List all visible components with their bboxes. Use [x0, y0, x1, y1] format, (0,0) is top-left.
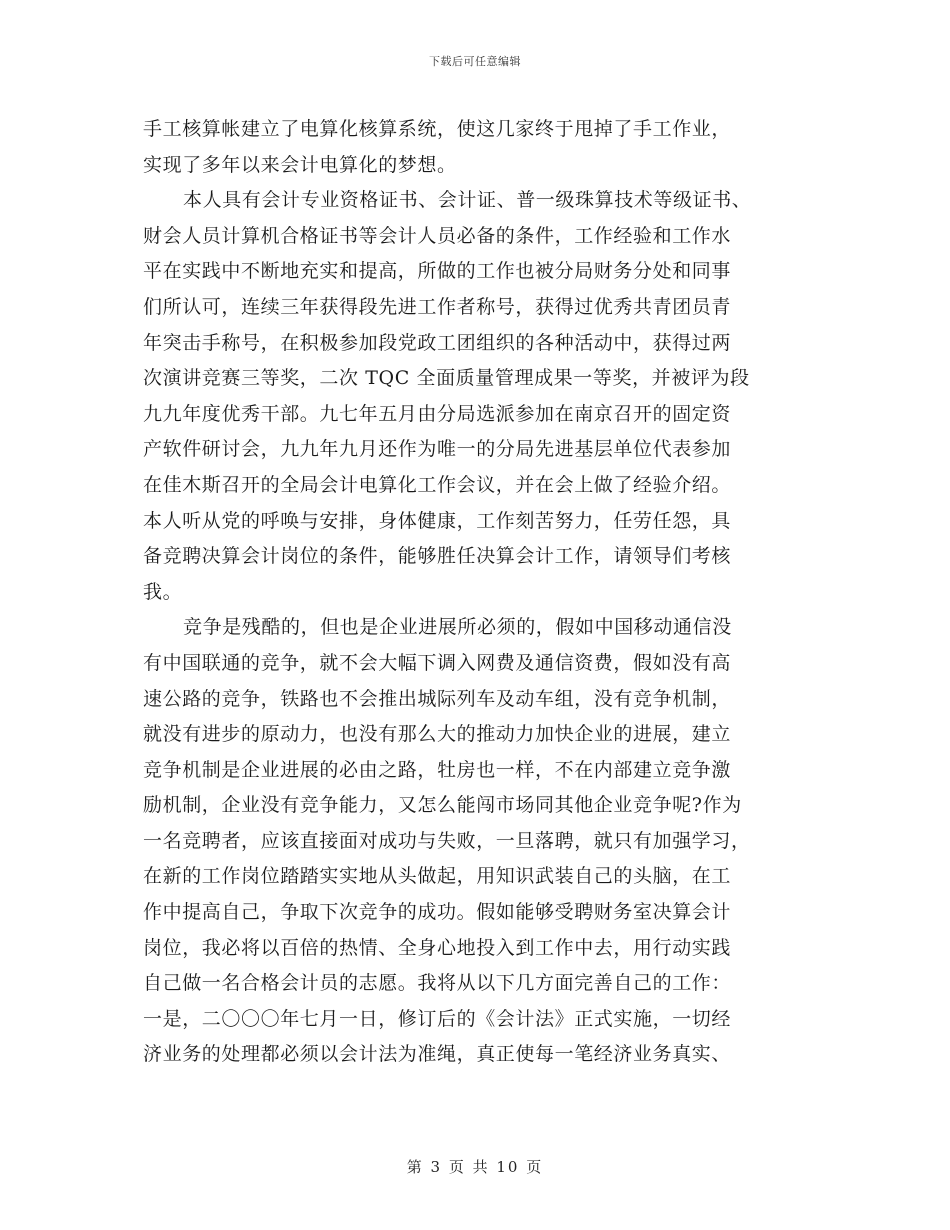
text-line: 我。	[143, 580, 183, 603]
text-line: 速公路的竞争，铁路也不会推出城际列车及动车组，没有竞争机制，	[143, 687, 732, 710]
text-line: 一名竞聘者，应该直接面对成功与失败，一旦落聘，就只有加强学习，	[143, 829, 751, 852]
text-line: 岗位，我必将以百倍的热情、全身心地投入到工作中去，用行动实践	[143, 936, 732, 959]
text-line: 就没有进步的原动力，也没有那么大的推动力加快企业的进展，建立	[143, 723, 732, 746]
text-line: 年突击手称号，在积极参加段党政工团组织的各种活动中，获得过两	[143, 331, 732, 354]
text-line: 本人具有会计专业资格证书、会计证、普一级珠算技术等级证书、	[183, 189, 752, 212]
text-line: 九九年度优秀干部。九七年五月由分局选派参加在南京召开的固定资	[143, 402, 732, 425]
text-line: 竞争是残酷的，但也是企业进展所必须的，假如中国移动通信没	[183, 616, 732, 639]
text-line: 励机制，企业没有竞争能力，又怎么能闯市场同其他企业竞争呢?作为	[143, 794, 742, 817]
text-line: 自己做一名合格会计员的志愿。我将从以下几方面完善自己的工作：	[143, 972, 732, 995]
text-line: 手工核算帐建立了电算化核算系统，使这几家终于甩掉了手工作业，	[143, 118, 732, 140]
text-line: 产软件研讨会，九九年九月还作为唯一的分局先进基层单位代表参加	[143, 438, 732, 461]
text-line: 实现了多年以来会计电算化的梦想。	[143, 153, 457, 176]
text-line: 次演讲竞赛三等奖，二次 TQC 全面质量管理成果一等奖，并被评为段	[143, 367, 750, 390]
text-line: 备竞聘决算会计岗位的条件，能够胜任决算会计工作，请领导们考核	[143, 545, 732, 568]
text-line: 一是，二〇〇〇年七月一日，修订后的《会计法》正式实施，一切经	[143, 1007, 732, 1030]
text-line: 在新的工作岗位踏踏实实地从头做起，用知识武装自己的头脑，在工	[143, 865, 732, 888]
text-line: 本人听从党的呼唤与安排，身体健康，工作刻苦努力，任劳任怨，具	[143, 509, 732, 532]
text-line: 们所认可，连续三年获得段先进工作者称号，获得过优秀共青团员青	[143, 295, 732, 318]
page-number-footer: 第 3 页 共 10 页	[406, 1158, 544, 1176]
text-line: 竞争机制是企业进展的必由之路，牡房也一样，不在内部建立竞争激	[143, 758, 732, 781]
text-line: 在佳木斯召开的全局会计电算化工作会议，并在会上做了经验介绍。	[143, 473, 732, 496]
text-line: 济业务的处理都必须以会计法为准绳，真正使每一笔经济业务真实、	[143, 1043, 732, 1066]
text-line: 平在实践中不断地充实和提高，所做的工作也被分局财务分处和同事	[143, 260, 732, 283]
text-line: 有中国联通的竞争，就不会大幅下调入网费及通信资费，假如没有高	[143, 651, 732, 674]
document-body	[143, 112, 823, 1073]
text-line: 作中提高自己，争取下次竞争的成功。假如能够受聘财务室决算会计	[143, 901, 732, 924]
text-line: 财会人员计算机合格证书等会计人员必备的条件，工作经验和工作水	[143, 224, 732, 247]
page-header-note: 下载后可任意编辑	[429, 55, 521, 68]
